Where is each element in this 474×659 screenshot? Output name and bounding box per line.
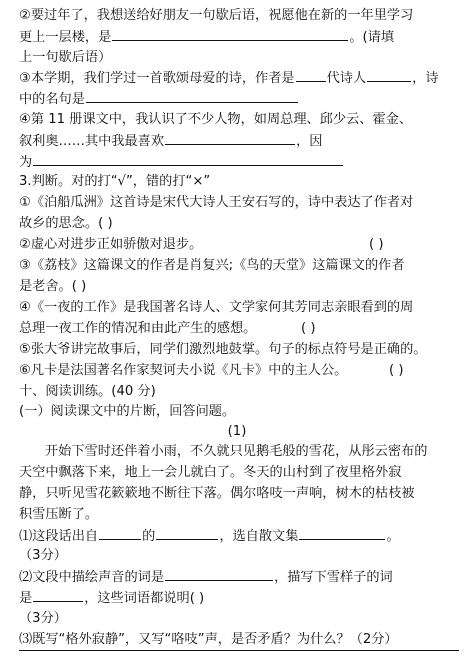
judge-item-1-line-2: 故乡的思念。( ): [19, 216, 113, 231]
reading-q2-score: （3分）: [19, 611, 67, 626]
q4-line-3: 为: [19, 152, 459, 173]
q3-line-1: ③本学期，我们学过一首歌颂母爱的诗，作者是 代诗人 ，诗: [19, 68, 459, 89]
judge-item-3-line-2: 是老舍。( ): [19, 279, 87, 294]
passage-line-3: 静，只听见雪花簌簌地不断往下落。偶尔咯吱一声响，树木的枯枝被: [19, 486, 415, 501]
judge-item-4-line-2: 总理一夜工作的情况和由此产生的感想。 ( ): [19, 319, 459, 339]
passage-number: (1): [227, 424, 247, 439]
reading-q2-line-2: 是 ，这些词语都说明( ): [19, 588, 459, 609]
q4-line-2: 叙利奥……其中我最喜欢 ，因: [19, 131, 459, 152]
q3-dynasty-blank[interactable]: [296, 68, 326, 82]
q2-blank[interactable]: [112, 27, 348, 41]
q4-person-blank[interactable]: [165, 131, 295, 145]
reading-sub-title: (一）阅读课文中的片断，回答问题。: [19, 404, 236, 419]
q2-line-1: ②要过年了，我想送给好朋友一句歇后语，祝愿他在新的一年里学习: [19, 8, 414, 23]
reading-q1-author-blank[interactable]: [156, 526, 218, 540]
judge-item-6: ⑥凡卡是法国著名作家契诃夫小说《凡卡》中的主人公。 ( ): [19, 361, 459, 381]
judge-item-3-line-1: ③《荔枝》这篇课文的作者是肖复兴;《鸟的天堂》这篇课文的作者: [19, 258, 405, 273]
q3-poet-blank[interactable]: [367, 68, 411, 82]
judge-title: 3.判断。对的打“√”，错的打“×”: [19, 174, 211, 189]
reading-q1-country-blank[interactable]: [99, 526, 141, 540]
q4-line-1: ④第 11 册课文中，我认识了不少人物，如周总理、邱少云、霍金、: [19, 112, 413, 127]
reading-q2-answer[interactable]: ( ): [189, 591, 205, 606]
q2-line-3: 上一句歇后语）: [19, 50, 112, 65]
reading-q1-score: （3分）: [19, 548, 67, 563]
passage-line-2: 天空中飘落下来，地上一会儿就白了。冬天的山村到了夜里格外寂: [19, 465, 402, 480]
judge-item-4-line-1: ④《一夜的工作》是我国著名诗人、文学家何其芳同志亲眼看到的周: [19, 300, 414, 315]
judge-item-2: ②虚心对进步正如骄傲对退步。 ( ): [19, 235, 459, 255]
reading-q2-sound-blank[interactable]: [165, 567, 273, 581]
reading-q2: ⑵文段中描绘声音的词是 ，描写下雪样子的词: [19, 567, 459, 588]
judge-item-2-answer[interactable]: ( ): [369, 237, 384, 252]
q3-line-2: 中的名句是: [19, 89, 459, 110]
judge-item-5: ⑤张大爷讲完故事后，同学们激烈地鼓掌。句子的标点符号是正确的。: [19, 342, 427, 357]
judge-item-6-answer[interactable]: ( ): [389, 363, 404, 378]
reading-q1: ⑴这段话出自 的 ，选自散文集 。: [19, 526, 459, 547]
reading-q3: ⑶既写“格外寂静”，又写“咯吱”声，是否矛盾？为什么？（2分）: [19, 632, 398, 647]
passage-line-1: 开始下雪时还伴着小雨，不久就只见鹅毛般的雪花，从彤云密布的: [45, 444, 428, 459]
judge-item-1-line-1: ①《泊船瓜洲》这首诗是宋代大诗人王安石写的，诗中表达了作者对: [19, 195, 414, 210]
reading-q1-collection-blank[interactable]: [299, 526, 385, 540]
passage-line-4: 积雪压断了。: [19, 507, 99, 522]
q4-reason-blank[interactable]: [33, 152, 343, 166]
reading-q2-snow-blank[interactable]: [33, 588, 83, 602]
q2-line-2: 更上一层楼，是 。(请填: [19, 27, 459, 48]
q3-quote-blank[interactable]: [86, 89, 298, 103]
reading-section-title: 十、阅读训练。(40 分): [19, 384, 156, 399]
judge-item-4-answer[interactable]: ( ): [301, 321, 316, 336]
